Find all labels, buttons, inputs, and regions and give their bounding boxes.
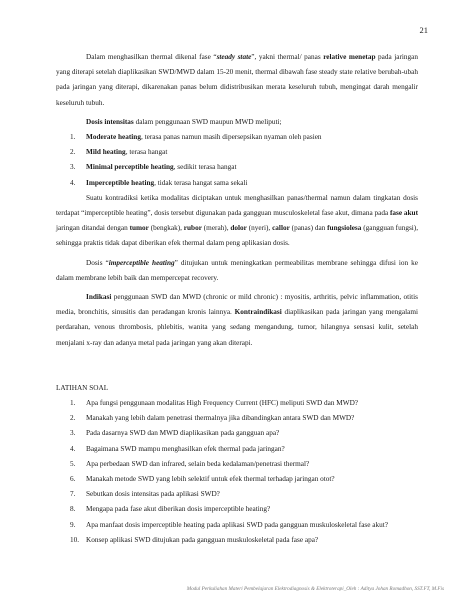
- term-callor: callor: [272, 224, 290, 233]
- exercise-item: [56, 411, 418, 426]
- text-run: Dalam menghasilkan thermal dikenal fase “: [86, 53, 217, 61]
- exercise-text: Apa manfaat dosis imperceptible heating pada aplikasi SWD pada gangguan muskuloskeletal fase akut?: [86, 520, 388, 529]
- paragraph-kontradiksi: [56, 191, 418, 252]
- exercise-text: Sebutkan dosis intensitas pada aplikasi SWD?: [86, 490, 220, 499]
- list-number: 1.: [70, 399, 76, 408]
- exercise-text: Konsep aplikasi SWD ditujukan pada gangguan muskuloskeletal pada fase apa?: [86, 535, 319, 544]
- list-number: 5.: [70, 459, 76, 468]
- exercise-text: Mengapa pada fase akut diberikan dosis imperceptible heating?: [86, 505, 271, 514]
- exercise-item: [56, 518, 418, 533]
- text-run: (panas) dan: [289, 224, 328, 233]
- dose-desc: , terasa panas namun masih dipersepsikan nyaman oleh pasien: [140, 133, 322, 142]
- text-run: (gangguan fungsi), sehingga praktis tidak dapat diberikan efek thermal dalam peng aplikasian dosis.: [56, 224, 419, 248]
- text-run: diaplikasikan pada jaringan yang mengalami perdarahan, venous thrombosis, phlebitis, wanita yang sedang mengandung, tumor, hilangnya sensasi kulit, setelah menjalani x-ray dan adanya metal pada jaringan yang akan diterapi.: [56, 308, 418, 347]
- exercise-text: Pada dasarnya SWD dan MWD diaplikasikan pada gangguan apa?: [86, 429, 280, 438]
- exercise-item: [56, 396, 418, 411]
- exercise-item: [56, 426, 418, 441]
- paragraph-imperceptible: [56, 256, 418, 286]
- term-steady-state: steady state: [216, 53, 252, 61]
- text-run: dalam penggunaan SWD maupun MWD meliputi;: [133, 117, 282, 126]
- term-imperceptible-heating: imperceptible heating: [108, 258, 175, 267]
- exercise-text: Manakah metode SWD yang lebih selektif untuk efek thermal terhadap jaringan otot?: [86, 475, 335, 484]
- text-run: (bengkak),: [148, 224, 184, 233]
- text-run: ” ditujukan untuk meningkatkan permeabilitas membrane sehingga difusi ion ke dalam membrane lebih baik dan mempercepat recovery.: [56, 258, 418, 282]
- list-number: 4.: [70, 178, 76, 187]
- text-run: ”, yakni thermal/ panas: [251, 53, 324, 61]
- dose-item: [56, 160, 418, 175]
- dose-item: [56, 130, 418, 145]
- exercise-item: [56, 472, 418, 487]
- term-relative-menetap: relative menetap: [323, 53, 376, 61]
- list-number: 8.: [70, 505, 76, 514]
- page-footer: Modul Perkuliahan Materi Pembelajaran Elektrodiagnosis & Elektroterapi_Oleh : Aditya Johan Romadhon, SST.FT, M.Fis: [186, 586, 444, 592]
- exercise-item: [56, 502, 418, 517]
- dose-term: Minimal perceptible heating: [86, 163, 174, 172]
- paragraph-dosis-intensitas: [56, 115, 418, 130]
- text-run: Dosis “: [86, 258, 109, 267]
- text-run: pada jaringan yang diterapi setelah diaplikasikan SWD/MWD dalam 15-20 menit, thermal dibawah fase steady state relative berubah-ubah pada jaringan yang diterapi, dikarenakan panas belum didistribusikan merata keseluruh tubuh, mengingat darah mengalir keseluruh tubuh.: [56, 53, 418, 107]
- list-number: 1.: [70, 133, 76, 142]
- term-kontraindikasi: Kontraindikasi: [234, 308, 282, 317]
- list-number: 3.: [70, 429, 76, 438]
- text-run: Suatu kontradiksi ketika modalitas diciptakan untuk menghasilkan panas/thermal namun dalam tingkatan dosis terdapat “imperceptible heating”, dosis tersebut digunakan pada gangguan musculoskeletal fase akut, dimana pada: [56, 193, 418, 218]
- paragraph-indikasi: [56, 290, 418, 351]
- term-fase-akut: fase akut: [390, 209, 418, 218]
- dose-desc: , tidak terasa hangat sama sekali: [154, 178, 248, 187]
- dose-item: [56, 176, 418, 191]
- list-number: 2.: [70, 414, 76, 423]
- list-number: 3.: [70, 163, 76, 172]
- page-number: 21: [419, 25, 428, 35]
- exercise-text: Apa fungsi penggunaan modalitas High Frequency Current (HFC) meliputi SWD dan MWD?: [86, 399, 359, 408]
- page-body: [56, 50, 418, 548]
- dose-item: [56, 145, 418, 160]
- dose-term: Moderate heating: [86, 133, 141, 142]
- text-run: (nyeri),: [246, 224, 273, 233]
- exercise-item: [56, 457, 418, 472]
- text-run: (merah),: [201, 224, 231, 233]
- dose-list: [56, 130, 418, 191]
- term-dosis-intensitas: Dosis intensitas: [86, 117, 134, 126]
- dose-term: Mild heating: [86, 148, 126, 157]
- paragraph-steady-state: [56, 50, 418, 111]
- term-rubor: rubor: [183, 224, 202, 233]
- exercise-item: [56, 487, 418, 502]
- dose-desc: , terasa hangat: [125, 148, 168, 157]
- term-indikasi: Indikasi: [86, 293, 112, 302]
- list-number: 2.: [70, 148, 76, 157]
- term-tumor: tumor: [129, 224, 149, 233]
- list-number: 6.: [70, 475, 76, 484]
- exercise-text: Bagaimana SWD mampu menghasilkan efek thermal pada jaringan?: [86, 444, 285, 453]
- exercise-item: [56, 533, 418, 548]
- text-run: penggunaan SWD dan MWD (chronic or mild chronic) : myositis, arthritis, pelvic inflammation, otitis media, bronchitis, sinusitis dan peradangan kronis lainnya.: [56, 293, 418, 317]
- term-dolor: dolor: [230, 224, 247, 233]
- text-run: jaringan ditandai dengan: [56, 224, 130, 233]
- exercise-item: [56, 442, 418, 457]
- list-number: 7.: [70, 490, 76, 499]
- exercise-list: [56, 396, 418, 548]
- exercise-text: Manakah yang lebih dalam penetrasi thermalnya jika dibandingkan antara SWD dan MWD?: [86, 414, 355, 423]
- exercise-heading: LATIHAN SOAL: [56, 383, 109, 392]
- term-fungsiolesa: fungsiolesa: [327, 224, 362, 233]
- list-number: 4.: [70, 444, 76, 453]
- list-number: 10.: [70, 535, 80, 544]
- dose-desc: , sedikit terasa hangat: [173, 163, 237, 172]
- exercise-text: Apa perbedaan SWD dan infrared, selain beda kedalaman/penetrasi thermal?: [86, 459, 310, 468]
- dose-term: Imperceptible heating: [86, 178, 155, 187]
- list-number: 9.: [70, 520, 76, 529]
